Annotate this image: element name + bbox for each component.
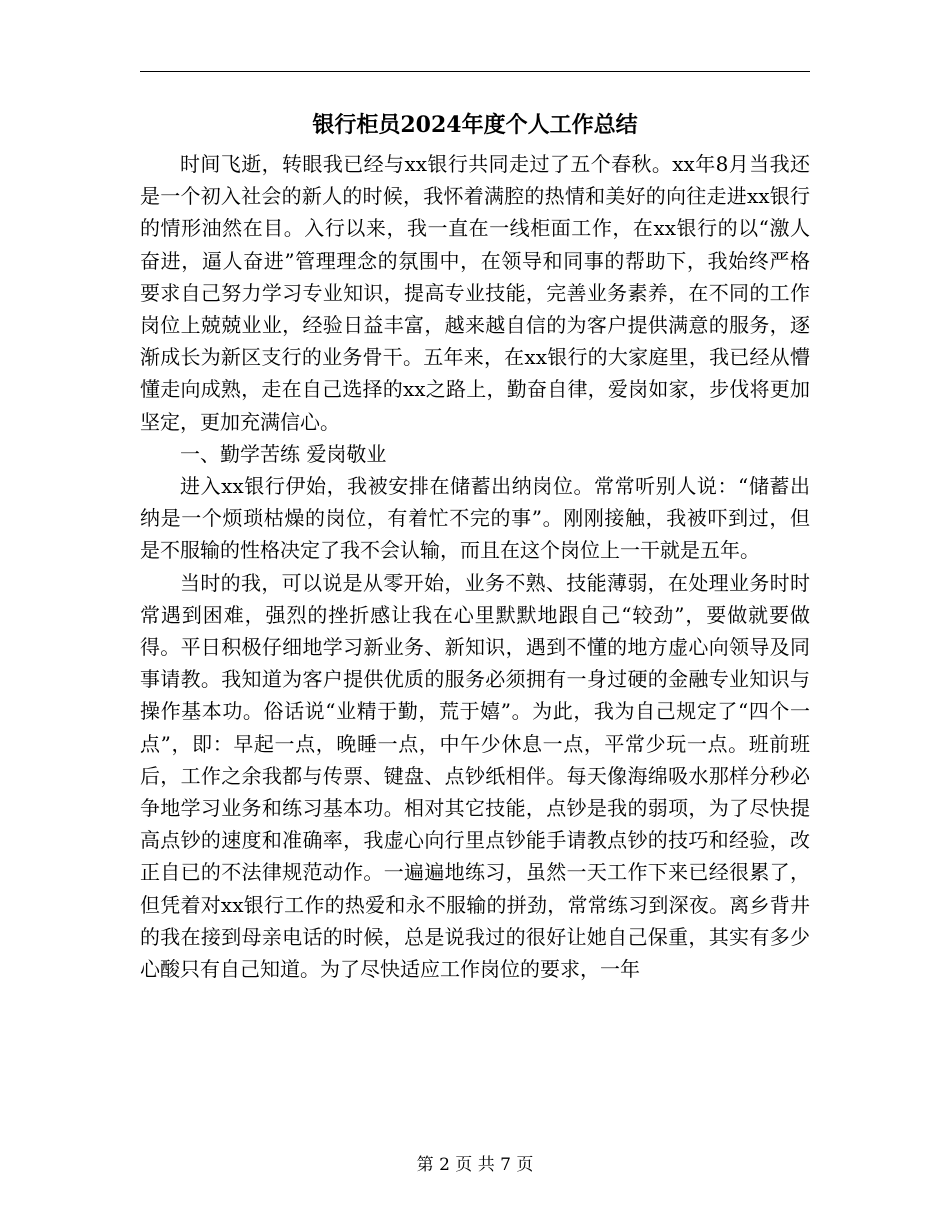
document-title: 银行柜员2024年度个人工作总结 — [312, 112, 638, 138]
section-paragraph-1: 进入xx银行伊始，我被安排在储蓄出纳岗位。常常听别人说：“储蓄出纳是一个烦琐枯燥的岗位，有着忙不完的事”。刚刚接触，我被吓到过，但是不服输的性格决定了我不会认输，而且在这个岗位上一干就是五年。 — [140, 474, 810, 563]
section-heading: 一、勤学苦练 爱岗敬业 — [180, 441, 387, 466]
document-body — [140, 148, 810, 985]
header-rule — [140, 71, 810, 72]
page-number-footer: 第 2 页 共 7 页 — [416, 1155, 534, 1175]
section-paragraph-2: 当时的我，可以说是从零开始，业务不熟、技能薄弱，在处理业务时时常遇到困难，强烈的挫折感让我在心里默默地跟自己“较劲”，要做就要做得。平日积极仔细地学习新业务、新知识，遇到不懂的地方虚心向领导及同事请教。我知道为客户提供优质的服务必须拥有一身过硬的金融专业知识与操作基本功。俗话说“业精于勤，荒于嬉”。为此，我为自己规定了“四个一点”，即：早起一点，晚睡一点，中午少休息一点，平常少玩一点。班前班后，工作之余我都与传票、键盘、点钞纸相伴。每天像海绵吸水那样分秒必争地学习业务和练习基本功。相对其它技能，点钞是我的弱项，为了尽快提高点钞的速度和准确率，我虚心向行里点钞能手请教点钞的技巧和经验，改正自已的不法律规范动作。一遍遍地练习，虽然一天工作下来已经很累了，但凭着对xx银行工作的热爱和永不服输的拼劲，常常练习到深夜。离乡背井的我在接到母亲电话的时候，总是说我过的很好让她自己保重，其实有多少心酸只有自己知道。为了尽快适应工作岗位的要求，一年 — [140, 570, 810, 982]
intro-paragraph: 时间飞逝，转眼我已经与xx银行共同走过了五个春秋。xx年8月当我还是一个初入社会的新人的时候，我怀着满腔的热情和美好的向往走进xx银行的情形油然在目。入行以来，我一直在一线柜面工作，在xx银行的以“激人奋进，逼人奋进”管理理念的氛围中，在领导和同事的帮助下，我始终严格要求自己努力学习专业知识，提高专业技能，完善业务素养，在不同的工作岗位上兢兢业业，经验日益丰富，越来越自信的为客户提供满意的服务，逐渐成长为新区支行的业务骨干。五年来，在xx银行的大家庭里，我已经从懵懂走向成熟，走在自己选择的xx之路上，勤奋自律，爱岗如家，步伐将更加坚定，更加充满信心。 — [140, 152, 810, 434]
